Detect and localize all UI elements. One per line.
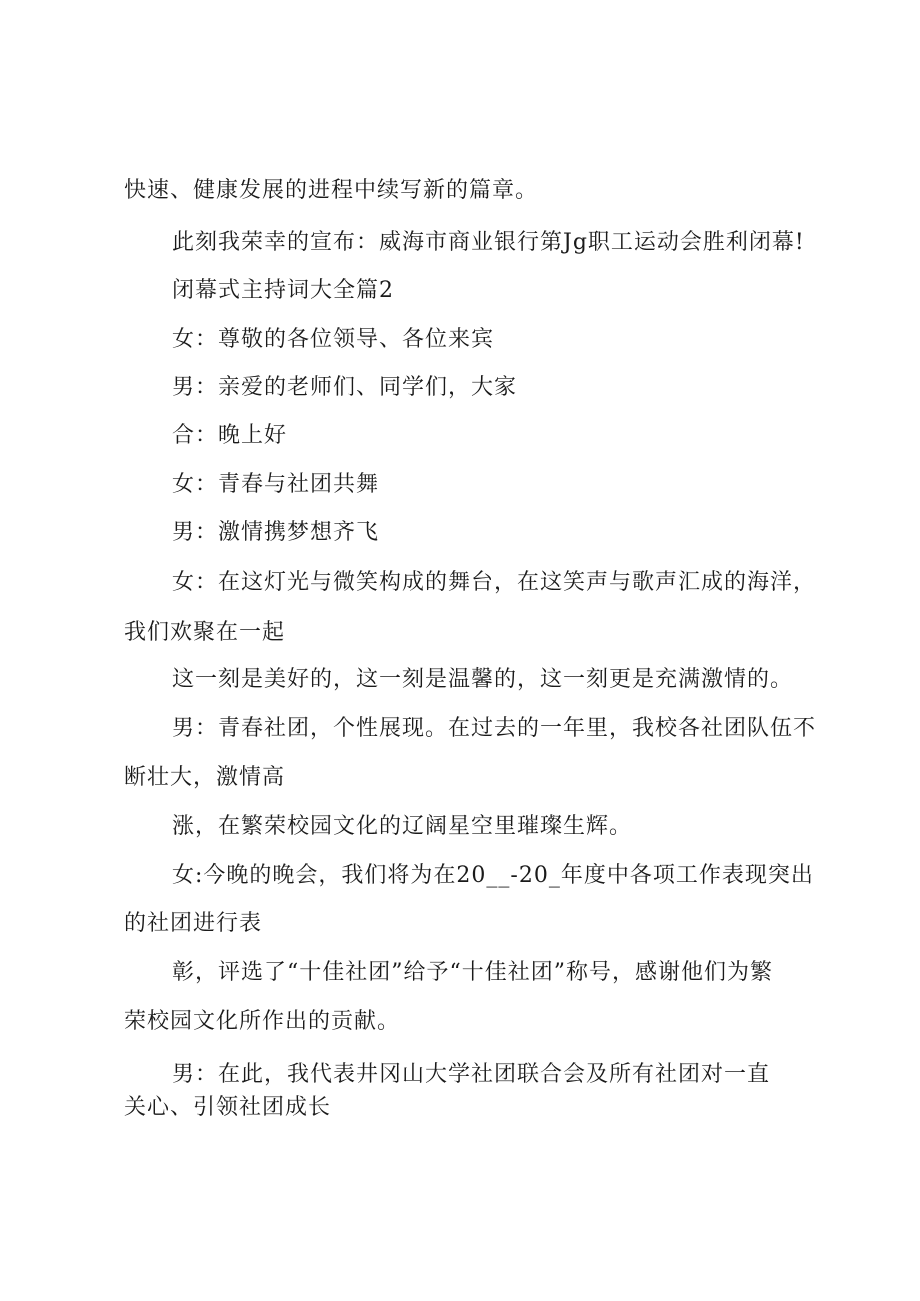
- paragraph-line: 断壮大，激情高: [124, 765, 286, 790]
- paragraph-line: 彰，评选了“十佳社团”给予“十佳社团”称号，感谢他们为繁: [172, 960, 773, 985]
- paragraph-line: 女：在这灯光与微笑构成的舞台，在这笑声与歌声汇成的海洋，: [172, 570, 817, 595]
- paragraph-line: 女：尊敬的各位领导、各位来宾: [172, 327, 495, 352]
- paragraph-line: 涨，在繁荣校园文化的辽阔星空里璀璨生辉。: [172, 814, 633, 839]
- paragraph-line: 男：亲爱的老师们、同学们，大家: [172, 375, 518, 400]
- paragraph-line: 男：在此，我代表井冈山大学社团联合会及所有社团对一直: [172, 1062, 771, 1087]
- paragraph-line: 此刻我荣幸的宣布：威海市商业银行第Jg职工运动会胜利闭幕!: [172, 230, 805, 255]
- paragraph-line: 男：激情携梦想齐飞: [172, 520, 380, 545]
- paragraph-line: 女：青春与社团共舞: [172, 472, 380, 497]
- paragraph-line: 荣校园文化所作出的贡献。: [124, 1009, 401, 1034]
- paragraph-line: 男：青春社团，个性展现。在过去的一年里，我校各社团队伍不: [172, 716, 817, 741]
- section-heading: 闭幕式主持词大全篇2: [172, 278, 394, 303]
- paragraph-line: 快速、健康发展的进程中续写新的篇章。: [124, 178, 539, 203]
- paragraph-line: 这一刻是美好的，这一刻是温馨的，这一刻更是充满激情的。: [172, 667, 794, 692]
- paragraph-line: 的社团进行表: [124, 911, 263, 936]
- paragraph-line: 女:今晚的晚会，我们将为在20__-20_年度中各项工作表现突出: [172, 863, 814, 888]
- paragraph-line: 我们欢聚在一起: [124, 620, 286, 645]
- paragraph-line: 合：晚上好: [172, 423, 288, 448]
- paragraph-line: 关心、引领社团成长: [124, 1095, 332, 1120]
